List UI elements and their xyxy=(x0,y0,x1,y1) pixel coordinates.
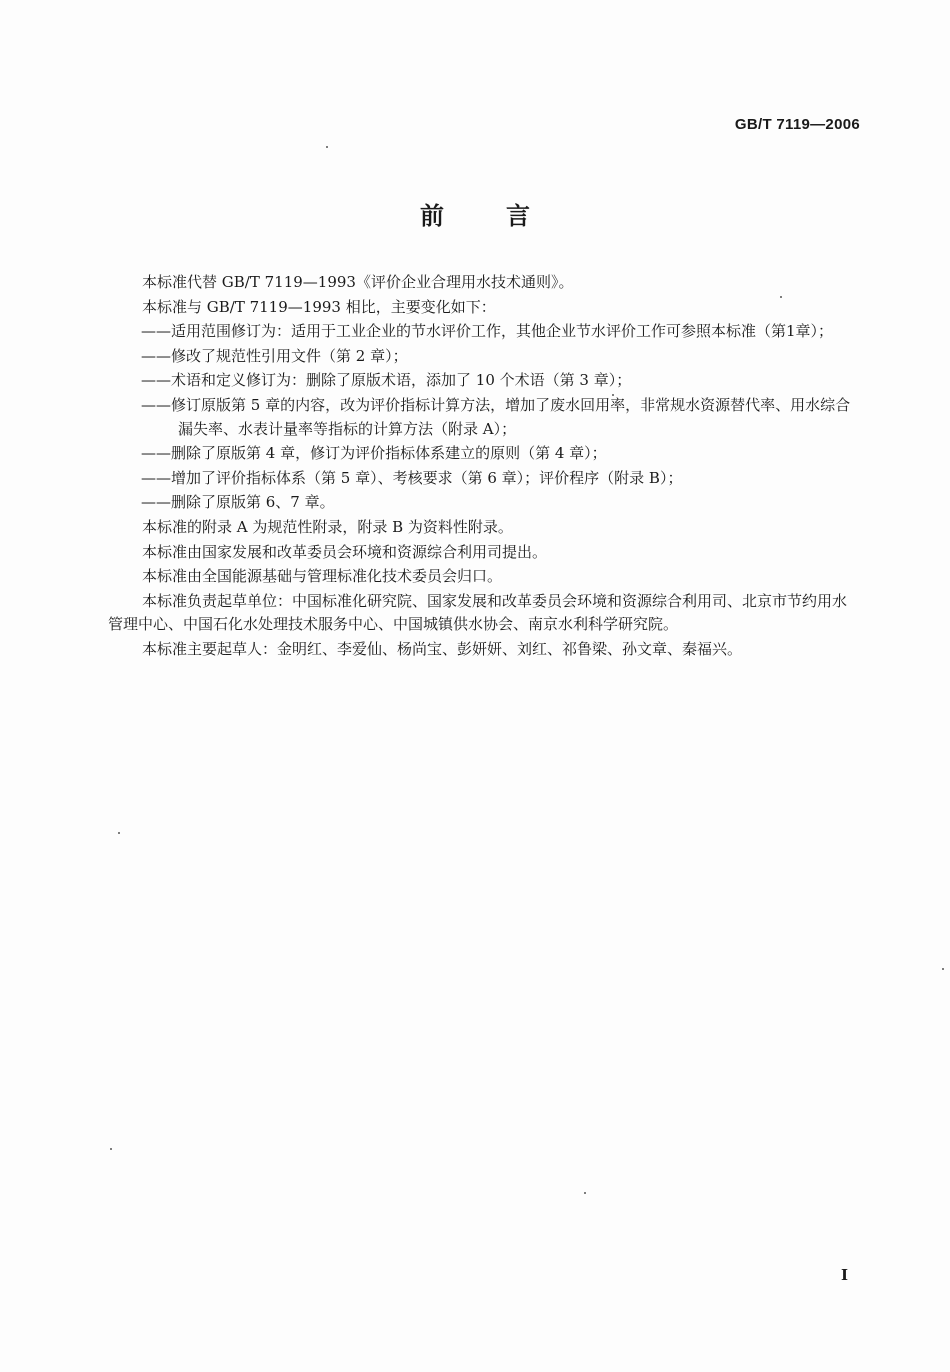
change-list-item: ——适用范围修订为：适用于工业企业的节水评价工作，其他企业节水评价工作可参照本标准（第1章）； xyxy=(141,322,834,341)
page-number: I xyxy=(840,1266,848,1284)
paragraph: 本标准与 GB/T 7119—1993 相比，主要变化如下： xyxy=(142,297,496,316)
preface-body xyxy=(108,271,860,663)
scan-speck xyxy=(942,968,944,970)
paragraph: 本标准负责起草单位：中国标准化研究院、国家发展和改革委员会环境和资源综合利用司、北京市节约用水管理中心、中国石化水处理技术服务中心、中国城镇供水协会、南京水利科学研究院。 xyxy=(108,591,848,634)
scan-speck xyxy=(584,1192,586,1194)
change-list-item: ——删除了原版第 4 章，修订为评价指标体系建立的原则（第 4 章）； xyxy=(141,444,607,463)
page-title: 前言 xyxy=(420,202,592,230)
change-list-item: ——术语和定义修订为：删除了原版术语，添加了 10 个术语（第 3 章）； xyxy=(141,371,632,390)
scan-speck xyxy=(118,832,120,834)
change-list-item: ——修订原版第 5 章的内容，改为评价指标计算方法，增加了废水回用率，非常规水资源替代率、用水综合漏失率、水表计量率等指标的计算方法（附录 A）； xyxy=(141,395,851,438)
change-list-item: ——修改了规范性引用文件（第 2 章）； xyxy=(141,346,408,365)
paragraph: 本标准主要起草人：金明红、李爱仙、杨尚宝、彭妍妍、刘红、祁鲁梁、孙文章、秦福兴。 xyxy=(142,639,743,658)
scan-speck xyxy=(780,296,782,298)
scan-speck xyxy=(326,146,328,148)
paragraph: 本标准由全国能源基础与管理标准化技术委员会归口。 xyxy=(142,567,503,586)
change-list-item: ——增加了评价指标体系（第 5 章）、考核要求（第 6 章）；评价程序（附录 B）； xyxy=(141,468,683,487)
paragraph: 本标准代替 GB/T 7119—1993《评价企业合理用水技术通则》。 xyxy=(142,273,574,291)
scan-speck xyxy=(612,394,614,396)
scan-speck xyxy=(110,1148,112,1150)
change-list-item: ——删除了原版第 6、7 章。 xyxy=(141,493,335,512)
standard-number: GB/T 7119—2006 xyxy=(734,116,860,133)
paragraph: 本标准的附录 A 为规范性附录，附录 B 为资料性附录。 xyxy=(142,517,513,536)
paragraph: 本标准由国家发展和改革委员会环境和资源综合利用司提出。 xyxy=(142,542,548,561)
